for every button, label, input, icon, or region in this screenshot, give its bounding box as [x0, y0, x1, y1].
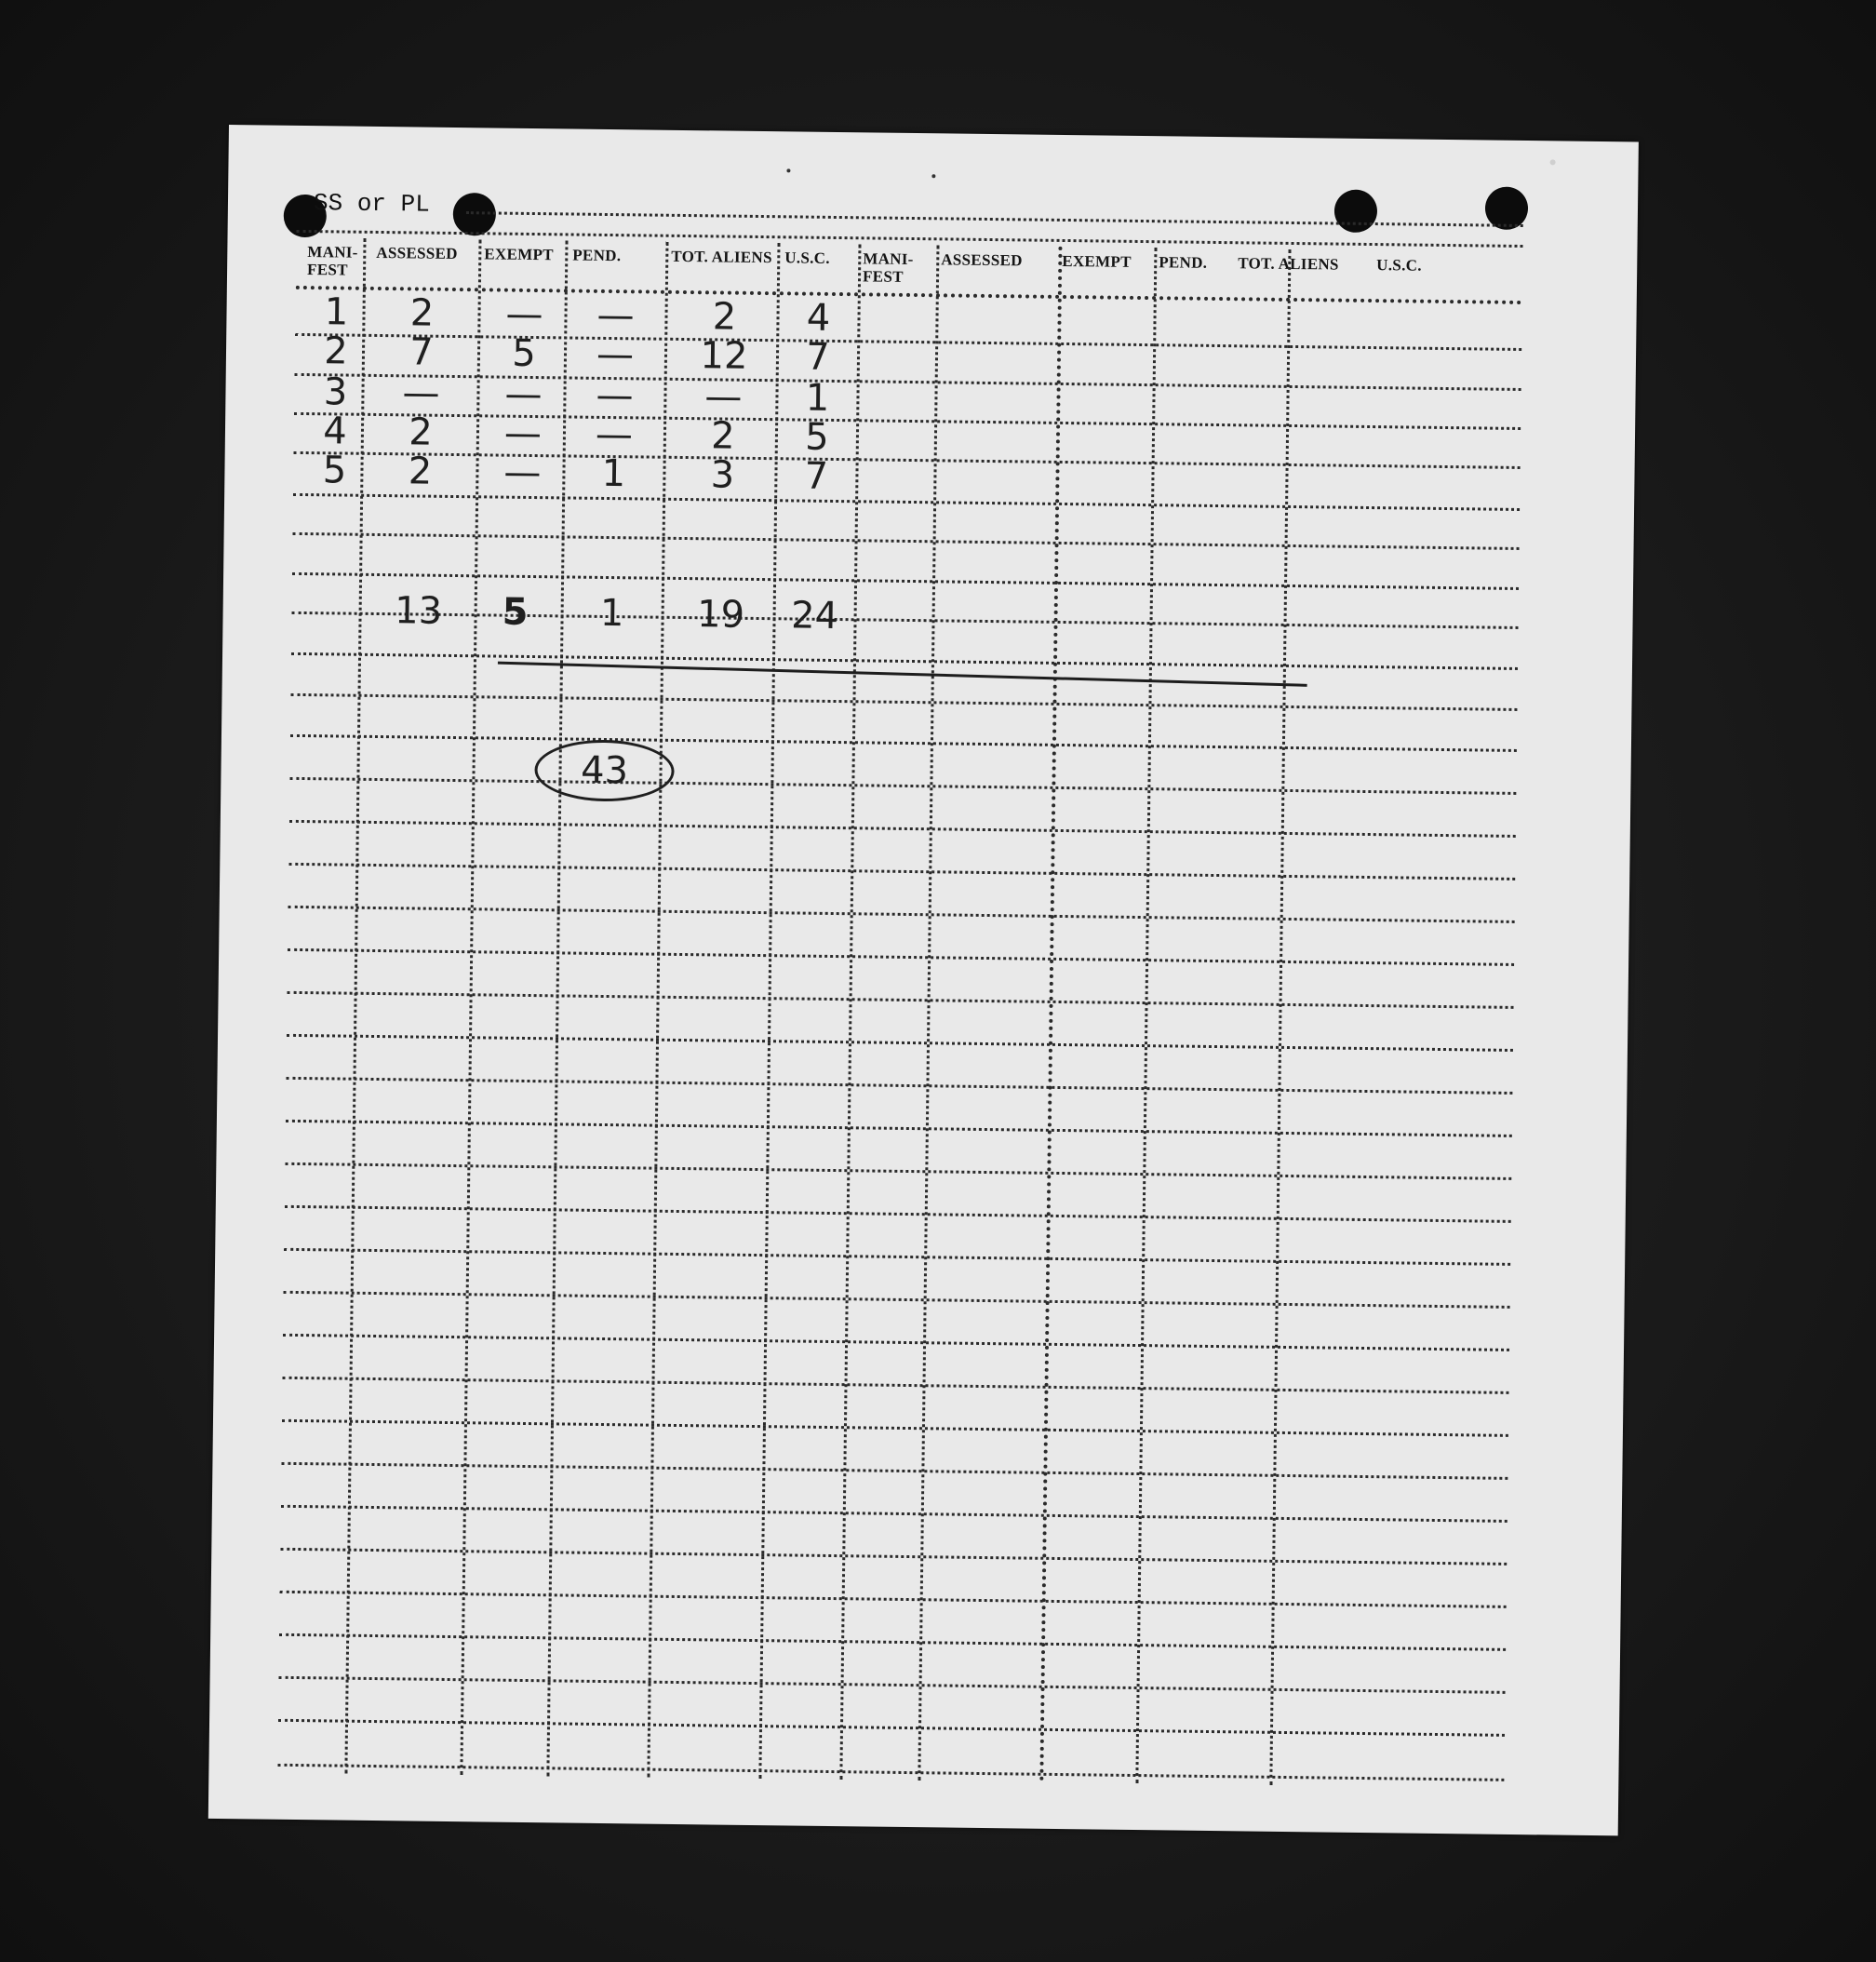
header-tot-aliens-right: TOT. ALIENS: [1238, 254, 1339, 274]
cell-usc: 1: [805, 376, 830, 420]
cell-usc: 4: [806, 296, 831, 340]
cell-usc: 7: [804, 454, 829, 498]
cell-usc: 7: [805, 335, 830, 379]
cell-tot-aliens: 2: [712, 295, 737, 339]
cell-manifest: 1: [324, 290, 349, 334]
film-speck: [1550, 159, 1556, 165]
film-speck: [786, 168, 790, 172]
header-usc-left: U.S.C.: [784, 249, 830, 267]
cell-manifest: 2: [324, 329, 349, 373]
column-rule: [918, 245, 939, 1781]
header-manifest-left-line2: FEST: [306, 261, 348, 279]
cell-pend: —: [595, 412, 634, 457]
cell-assessed: 2: [408, 450, 433, 493]
cell-assessed: 2: [408, 410, 433, 454]
column-rule: [647, 242, 668, 1778]
header-pend-left: PEND.: [572, 246, 622, 265]
column-rule: [460, 239, 481, 1775]
cell-pend: —: [596, 332, 635, 377]
column-rule: [1269, 249, 1291, 1785]
total-exempt: 5: [502, 590, 529, 634]
column-rule: [1135, 248, 1157, 1783]
cell-exempt: —: [503, 411, 543, 456]
cell-assessed: 2: [409, 291, 435, 335]
header-assessed-left: ASSESSED: [376, 243, 458, 263]
cell-manifest: 3: [323, 370, 348, 414]
cell-tot-aliens: 12: [700, 334, 748, 378]
cell-tot-aliens: 2: [710, 414, 735, 458]
header-manifest-right: MANI-: [863, 249, 914, 268]
header-manifest-right-line2: FEST: [862, 267, 904, 286]
cell-tot-aliens: 3: [710, 453, 735, 497]
column-rule: [1039, 247, 1062, 1782]
header-manifest-left: MANI-: [307, 243, 358, 262]
cell-manifest: 4: [322, 410, 347, 453]
cell-pend: 1: [601, 451, 626, 496]
ship-label: SS or PL: [313, 189, 430, 219]
cell-exempt: —: [505, 292, 543, 337]
total-usc: 24: [790, 594, 839, 638]
cell-usc: 5: [804, 415, 829, 459]
header-tot-aliens-left: TOT. ALIENS: [671, 247, 772, 267]
total-assessed: 13: [394, 589, 443, 633]
column-rule: [758, 243, 780, 1779]
grand-total-circle: [534, 739, 675, 802]
grand-total-value: 43: [580, 748, 629, 793]
cell-assessed: 7: [409, 330, 435, 374]
header-pend-right: PEND.: [1159, 253, 1208, 272]
cell-exempt: —: [504, 372, 543, 417]
header-exempt-left: EXEMPT: [484, 245, 554, 264]
header-usc-right: U.S.C.: [1376, 256, 1422, 275]
film-speck: [931, 174, 935, 178]
cell-tot-aliens: —: [704, 375, 743, 419]
punch-hole-3: [1334, 190, 1378, 234]
total-tot-aliens: 19: [696, 593, 745, 637]
cell-assessed: —: [402, 371, 440, 415]
ruled-grid: [229, 125, 1639, 142]
header-assessed-right: ASSESSED: [941, 250, 1023, 270]
cell-pend: —: [596, 373, 634, 418]
header-exempt-right: EXEMPT: [1062, 251, 1132, 271]
cell-pend: —: [596, 293, 635, 338]
cell-exempt: 5: [512, 331, 537, 376]
total-pend: 1: [599, 591, 624, 636]
cell-manifest: 5: [322, 449, 347, 492]
cell-exempt: —: [503, 450, 542, 495]
manifest-tally-sheet: [208, 125, 1639, 1835]
